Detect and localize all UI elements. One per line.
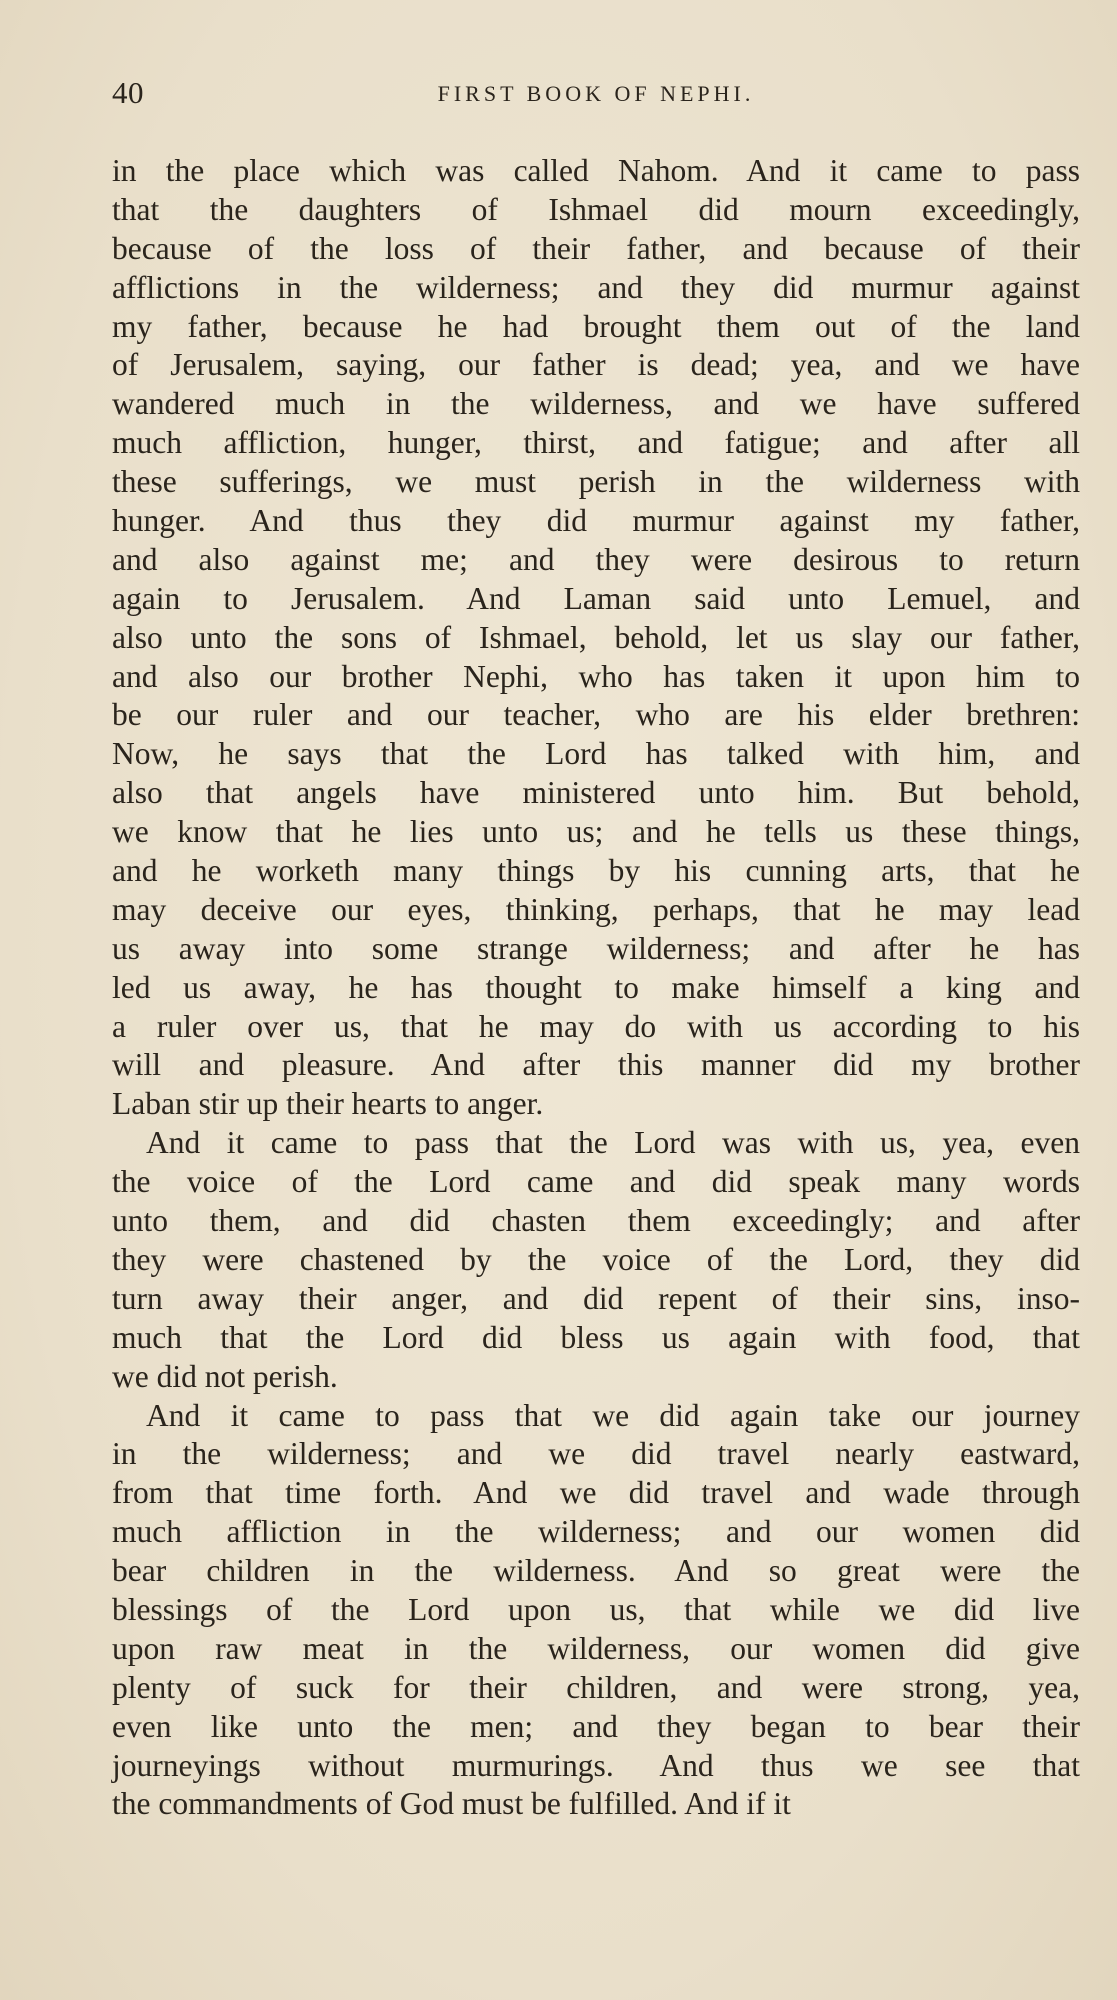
text-line: we did not perish. — [112, 1358, 338, 1394]
text-line: they were chastened by the voice of the Lord, they did — [112, 1241, 1080, 1277]
text-line: journeyings without murmurings. And thus we see that — [112, 1747, 1080, 1783]
text-line: be our ruler and our teacher, who are his elder brethren: — [112, 697, 1080, 733]
text-line: of Jerusalem, saying, our father is dead; yea, and we have — [112, 347, 1080, 383]
text-line: because of the loss of their father, and because of their — [112, 230, 1080, 266]
text-line: much affliction in the wilderness; and our women did — [112, 1514, 1080, 1550]
text-line: and he worketh many things by his cunning arts, that he — [112, 853, 1080, 889]
text-line: plenty of suck for their children, and were strong, yea, — [112, 1669, 1080, 1705]
text-line: bear children in the wilderness. And so great were the — [112, 1553, 1080, 1589]
paragraph — [112, 152, 1080, 1124]
text-line: wandered much in the wilderness, and we have suffered — [112, 386, 1080, 422]
text-line: Laban stir up their hearts to anger. — [112, 1086, 544, 1122]
text-line: turn away their anger, and did repent of their sins, inso- — [112, 1280, 1080, 1316]
text-line: and also our brother Nephi, who has taken it upon him to — [112, 658, 1080, 694]
body-text — [112, 152, 1080, 1824]
text-line: again to Jerusalem. And Laman said unto Lemuel, and — [112, 580, 1080, 616]
page-number: 40 — [112, 75, 144, 110]
text-line: from that time forth. And we did travel and wade through — [112, 1475, 1080, 1511]
text-line: in the place which was called Nahom. And it came to pass — [112, 153, 1080, 188]
text-line: even like unto the men; and they began to bear their — [112, 1708, 1080, 1744]
text-line: hunger. And thus they did murmur against my father, — [112, 503, 1080, 539]
text-line: And it came to pass that we did again take our journey — [146, 1397, 1080, 1433]
text-line: unto them, and did chasten them exceedingly; and after — [112, 1203, 1080, 1239]
text-line: And it came to pass that the Lord was with us, yea, even — [146, 1125, 1080, 1161]
text-line: the commandments of God must be fulfilled. And if it — [112, 1786, 791, 1822]
text-line: the voice of the Lord came and did speak many words — [112, 1164, 1080, 1200]
text-line: may deceive our eyes, thinking, perhaps, that he may lead — [112, 891, 1080, 927]
text-line: will and pleasure. And after this manner did my brother — [112, 1047, 1080, 1083]
text-line: a ruler over us, that he may do with us according to his — [112, 1008, 1080, 1044]
text-line: that the daughters of Ishmael did mourn exceedingly, — [112, 191, 1080, 227]
text-line: upon raw meat in the wilderness, our women did give — [112, 1630, 1080, 1666]
text-line: much that the Lord did bless us again with food, that — [112, 1319, 1080, 1355]
text-line: much affliction, hunger, thirst, and fatigue; and after all — [112, 425, 1080, 461]
text-line: us away into some strange wilderness; and after he has — [112, 930, 1080, 966]
text-line: also that angels have ministered unto him. But behold, — [112, 775, 1080, 811]
text-line: in the wilderness; and we did travel nearly eastward, — [112, 1436, 1080, 1472]
running-head: FIRST BOOK OF NEPHI. — [437, 81, 755, 106]
paragraph — [112, 1124, 1080, 1396]
text-line: these sufferings, we must perish in the wilderness with — [112, 464, 1080, 500]
page-header — [112, 75, 1080, 115]
text-line: blessings of the Lord upon us, that while we did live — [112, 1591, 1080, 1627]
text-line: my father, because he had brought them out of the land — [112, 308, 1080, 344]
text-line: also unto the sons of Ishmael, behold, let us slay our father, — [112, 619, 1080, 655]
paragraph — [112, 1397, 1080, 1825]
text-line: led us away, he has thought to make himself a king and — [112, 969, 1080, 1005]
text-line: and also against me; and they were desirous to return — [112, 541, 1080, 577]
text-line: afflictions in the wilderness; and they did murmur against — [112, 269, 1080, 305]
text-line: we know that he lies unto us; and he tells us these things, — [112, 814, 1080, 850]
text-line: Now, he says that the Lord has talked with him, and — [112, 736, 1080, 772]
